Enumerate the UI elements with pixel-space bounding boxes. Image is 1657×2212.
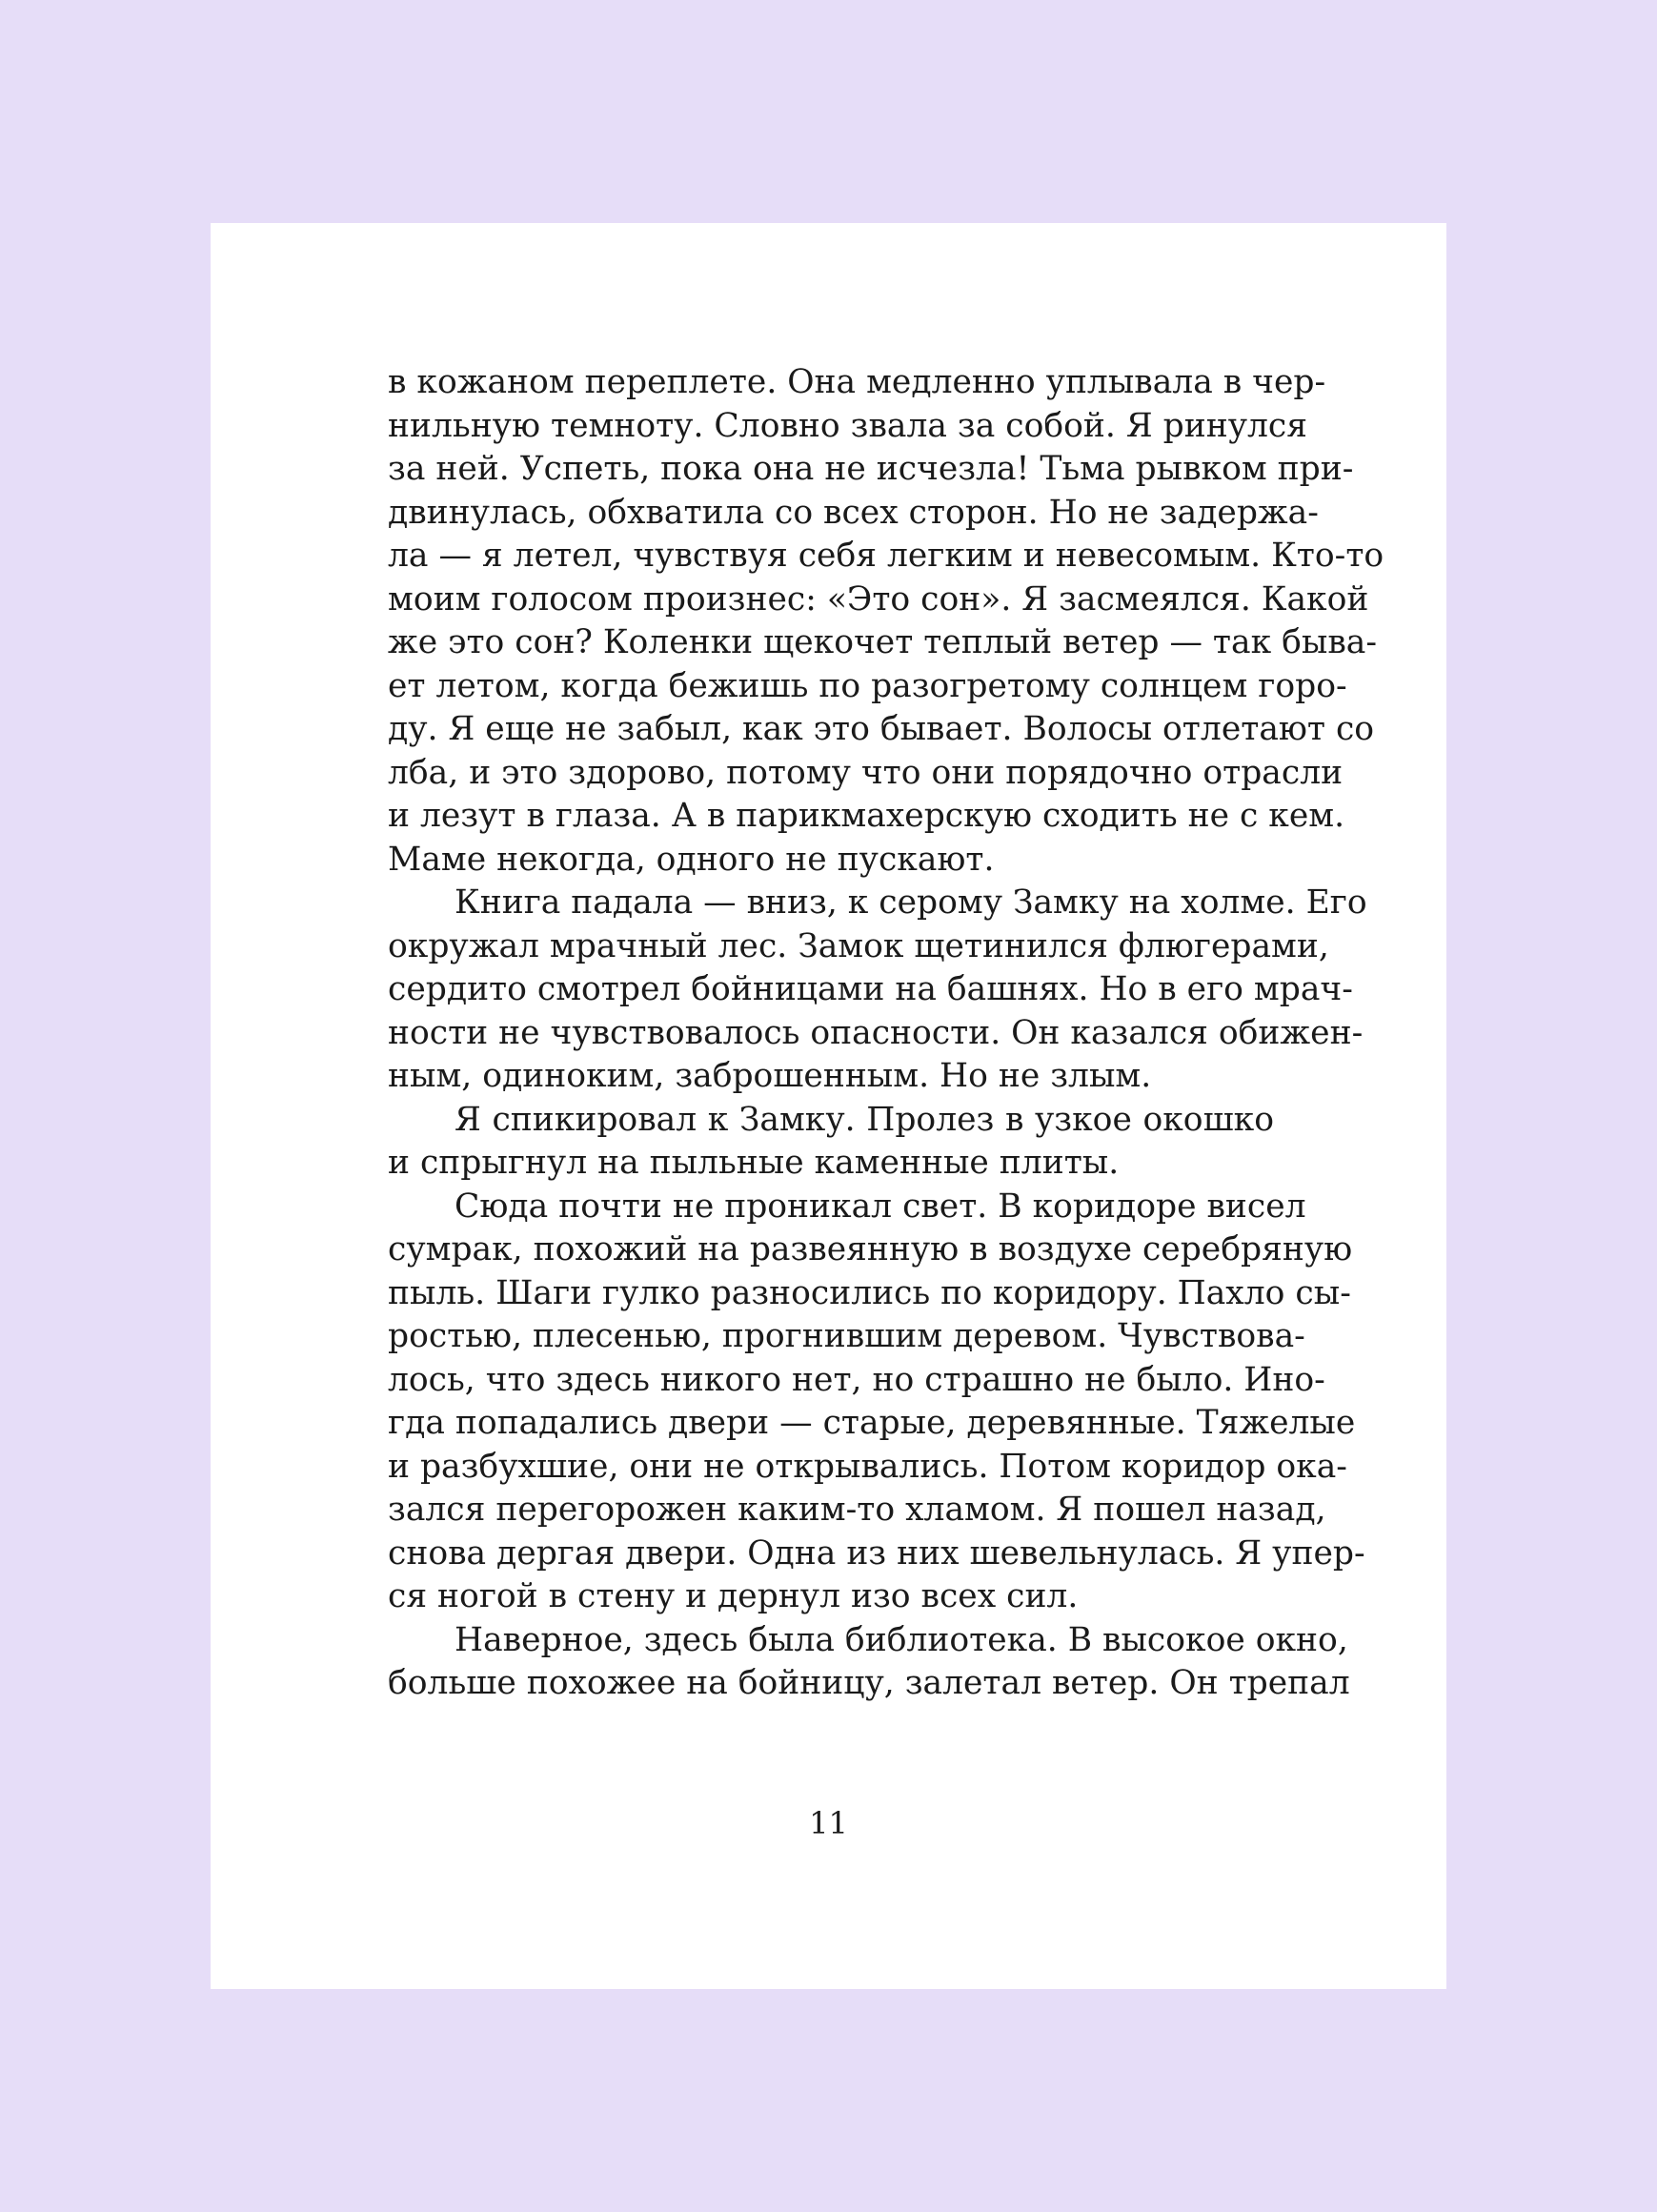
text-line: Я спикировал к Замку. Пролез в узкое окошко xyxy=(455,1100,1274,1139)
text-line: ла — я летел, чувствуя себя легким и невесомым. Кто-то xyxy=(388,537,1384,575)
text-line: двинулась, обхватила со всех сторон. Но не задержа- xyxy=(388,493,1319,532)
text-line: ростью, плесенью, прогнившим деревом. Чувствова- xyxy=(388,1317,1305,1355)
text-line: ности не чувствовалось опасности. Он казался обижен- xyxy=(388,1013,1364,1052)
body-text xyxy=(388,361,1384,1706)
text-line: лось, что здесь никого нет, но страшно не было. Ино- xyxy=(388,1360,1325,1399)
text-line: Книга падала — вниз, к серому Замку на холме. Его xyxy=(455,883,1367,922)
text-line: ным, одиноким, заброшенным. Но не злым. xyxy=(388,1057,1152,1095)
book-page xyxy=(211,223,1446,1989)
text-line: и разбухшие, они не открывались. Потом коридор ока- xyxy=(388,1447,1347,1486)
text-line: окружал мрачный лес. Замок щетинился флюгерами, xyxy=(388,926,1329,965)
text-line: Маме некогда, одного не пускают. xyxy=(388,840,995,879)
text-line: ся ногой в стену и дернул изо всех сил. xyxy=(388,1577,1079,1615)
text-line: моим голосом произнес: «Это сон». Я засмеялся. Какой xyxy=(388,579,1369,619)
text-line: и спрыгнул на пыльные каменные плиты. xyxy=(388,1144,1120,1182)
text-line: пыль. Шаги гулко разносились по коридору. Пахло сы- xyxy=(388,1273,1351,1312)
text-line: гда попадались двери — старые, деревянные. Тяжелые xyxy=(388,1404,1356,1442)
text-line: снова дергая двери. Одна из них шевельнулась. Я упер- xyxy=(388,1533,1365,1573)
text-line: ет летом, когда бежишь по разогретому солнцем горо- xyxy=(388,666,1347,705)
text-line: ду. Я еще не забыл, как это бывает. Волосы отлетают со xyxy=(388,710,1375,748)
text-line: и лезут в глаза. А в парикмахерскую сходить не с кем. xyxy=(388,797,1345,835)
text-line: лба, и это здорово, потому что они порядочно отрасли xyxy=(388,753,1344,792)
text-line: сердито смотрел бойницами на башнях. Но в его мрач- xyxy=(388,970,1353,1008)
text-line: сумрак, похожий на развеянную в воздухе серебряную xyxy=(388,1230,1353,1268)
text-line: в кожаном переплете. Она медленно уплывала в чер- xyxy=(388,363,1326,401)
page-number: 11 xyxy=(809,1805,848,1841)
text-line: за ней. Успеть, пока она не исчезла! Тьма рывком при- xyxy=(388,450,1354,488)
text-line: нильную темноту. Словно звала за собой. Я ринулся xyxy=(388,406,1308,445)
text-line: больше похожее на бойницу, залетал ветер. Он трепал xyxy=(388,1664,1350,1702)
text-line: Наверное, здесь была библиотека. В высокое окно, xyxy=(455,1620,1348,1659)
text-line: зался перегорожен каким-то хламом. Я пошел назад, xyxy=(388,1491,1326,1529)
text-line: же это сон? Коленки щекочет теплый ветер — так быва- xyxy=(388,623,1377,661)
text-line: Сюда почти не проникал свет. В коридоре висел xyxy=(455,1187,1306,1226)
